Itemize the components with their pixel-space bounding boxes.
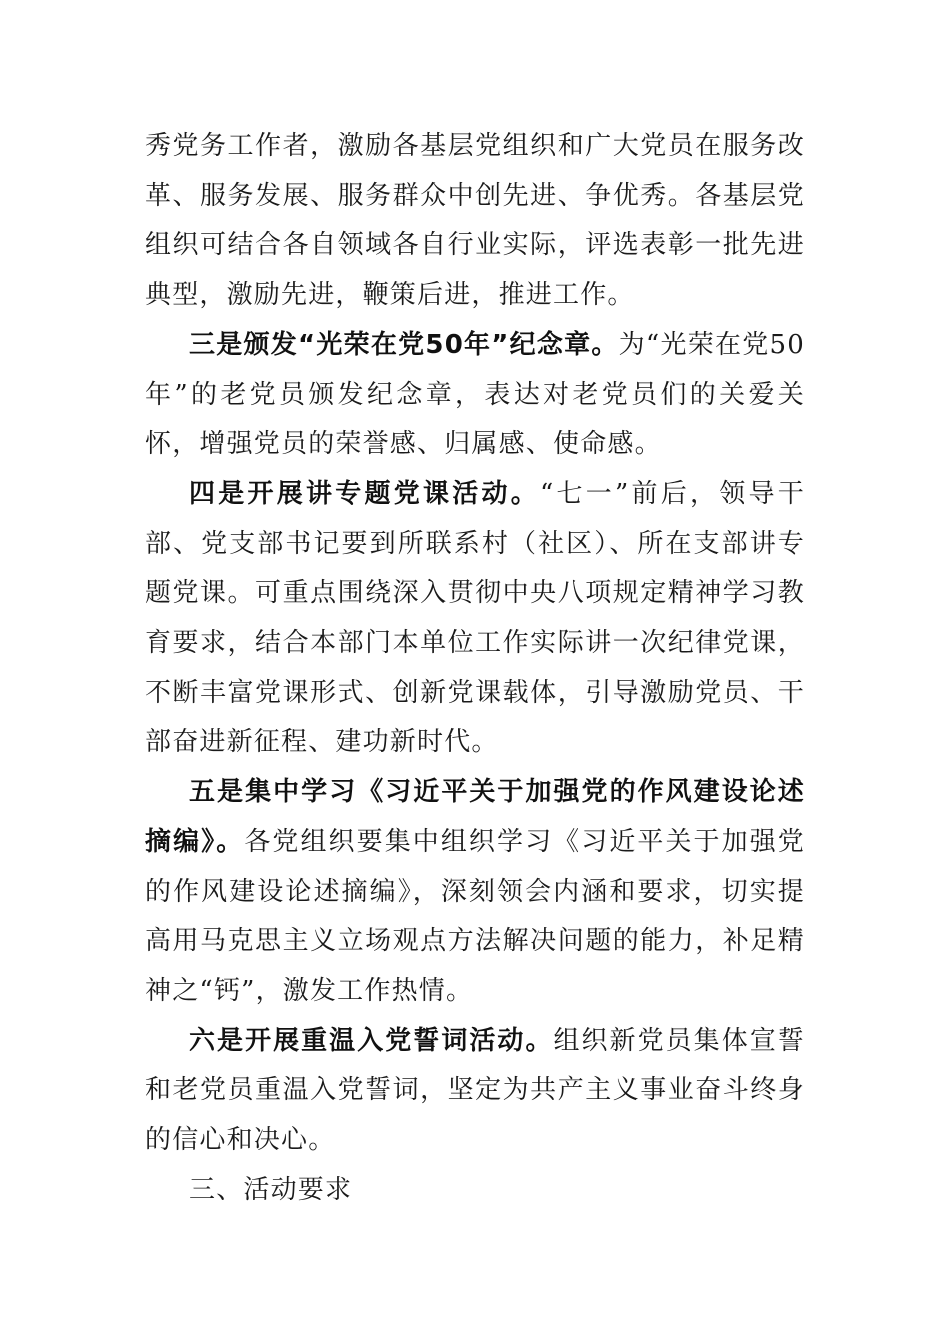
paragraph-text: “七一”前后，领导干部、党支部书记要到所联系村（社区）、所在支部讲专题党课。可重点围绕深入贯彻中央八项规定精神学习教育要求，结合本部门本单位工作实际讲一次纪律党课，不断丰富党课形式、创新党课载体，引导激励党员、干部奋进新征程、建功新时代。 <box>145 478 805 758</box>
paragraph-text: 组织新党员集体宣誓和老党员重温入党誓词，坚定为共产主义事业奋斗终身的信心和决心。 <box>145 1025 805 1156</box>
paragraph-item-four <box>145 470 805 768</box>
paragraph-lead: 三是颁发“光荣在党50年”纪念章。 <box>189 329 619 360</box>
paragraph-item-six <box>145 1017 805 1166</box>
paragraph-lead: 六是开展重温入党誓词活动。 <box>189 1025 554 1056</box>
paragraph-lead: 四是开展讲专题党课活动。 <box>189 478 540 509</box>
paragraph-item-three <box>145 321 805 470</box>
document-body <box>145 122 805 1215</box>
paragraph-item-five <box>145 768 805 1017</box>
paragraph-lead: 五是集中学习《习近平关于加强党的作风建设论述摘编》。 <box>145 777 805 857</box>
paragraph-continuation <box>145 122 805 321</box>
paragraph-text: 秀党务工作者，激励各基层党组织和广大党员在服务改革、服务发展、服务群众中创先进、争优秀。各基层党组织可结合各自领域各自行业实际，评选表彰一批先进典型，激励先进，鞭策后进，推进工作。 <box>145 131 805 311</box>
paragraph-text: 各党组织要集中组织学习《习近平关于加强党的作风建设论述摘编》，深刻领会内涵和要求，切实提高用马克思主义立场观点方法解决问题的能力，补足精神之“钙”，激发工作热情。 <box>145 826 805 1006</box>
section-heading: 三、活动要求 <box>189 1174 353 1205</box>
paragraph-text: 为“光荣在党50年”的老党员颁发纪念章，表达对老党员们的关爱关怀，增强党员的荣誉感、归属感、使命感。 <box>145 329 805 460</box>
